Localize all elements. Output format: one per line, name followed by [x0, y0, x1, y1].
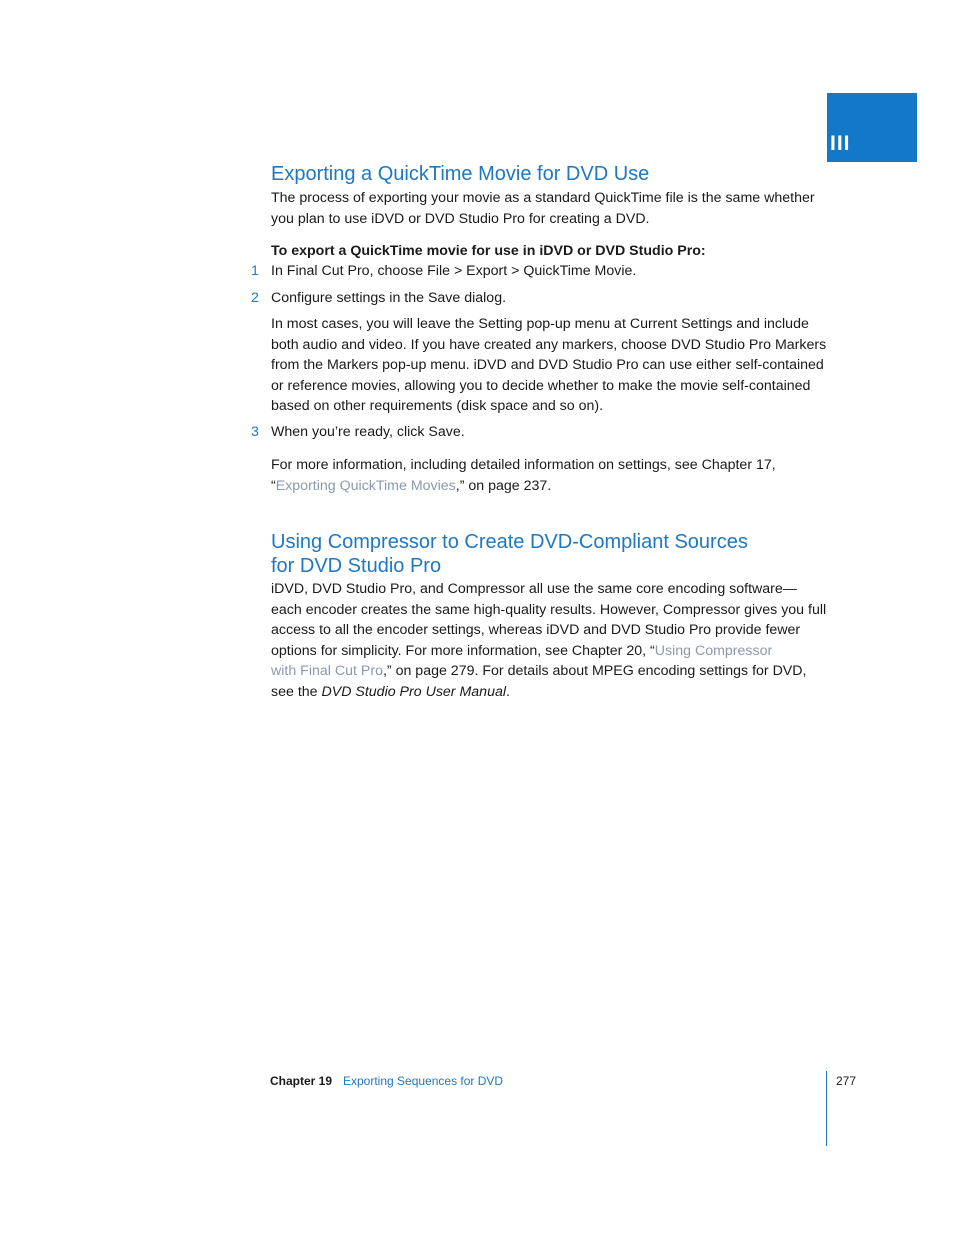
section1-intro-line1: The process of exporting your movie as a standard QuickTime file is the same whether — [271, 190, 815, 206]
step2-detail-line: In most cases, you will leave the Setting pop-up menu at Current Settings and include — [271, 316, 809, 332]
more-info-line1: For more information, including detailed information on settings, see Chapter 17, — [271, 457, 776, 473]
section1-intro-line2: you plan to use iDVD or DVD Studio Pro for creating a DVD. — [271, 210, 650, 227]
step-text-1: In Final Cut Pro, choose File > Export > QuickTime Movie. — [271, 263, 637, 279]
section2-body-line4: options for simplicity. For more information, see Chapter 20, “ — [271, 642, 655, 659]
step2-detail-line: from the Markers pop-up menu. iDVD and DVD Studio Pro can use either self-contained — [271, 357, 824, 373]
section2-body-line5: ,” on page 279. For details about MPEG encoding settings for DVD, — [382, 663, 807, 679]
step2-detail-line: or reference movies, allowing you to decide whether to make the movie self-contained — [271, 377, 811, 394]
step2-detail-line: based on other requirements (disk space and so on). — [271, 398, 604, 414]
footer-chapter-label: Chapter 19 — [270, 1074, 333, 1088]
section2-body — [271, 579, 831, 702]
step2-detail-line: both audio and video. If you have created any markers, choose DVD Studio Pro Markers — [271, 336, 827, 353]
step2-detail — [271, 314, 831, 417]
step-number-3: 3 — [251, 424, 259, 440]
section2-body-line2: each encoder creates the same high-quality results. However, Compressor gives you full — [271, 601, 827, 618]
section1-heading: Exporting a QuickTime Movie for DVD Use — [271, 163, 650, 185]
section2-body-period: . — [506, 683, 510, 700]
step-text-2: Configure settings in the Save dialog. — [271, 290, 507, 306]
section2-body-line3: access to all the encoder settings, whereas iDVD and DVD Studio Pro provide fewer — [271, 622, 801, 638]
chapter-tab-roman: III — [830, 132, 851, 155]
more-info-after: ,” on page 237. — [455, 477, 552, 494]
step-text-3: When you’re ready, click Save. — [271, 424, 465, 440]
footer-divider — [826, 1071, 827, 1146]
more-info-quote-open: “ — [271, 477, 276, 494]
footer-chapter-title[interactable]: Exporting Sequences for DVD — [343, 1074, 504, 1088]
step-number-2: 2 — [251, 290, 259, 306]
section2-heading-line1: Using Compressor to Create DVD-Compliant Sources — [271, 531, 748, 553]
exporting-quicktime-movies-link[interactable]: Exporting QuickTime Movies — [275, 477, 456, 494]
using-compressor-link-cont[interactable]: with Final Cut Pro — [271, 663, 383, 679]
section2-body-line6: see the — [271, 683, 322, 700]
section1-intro — [271, 188, 831, 229]
step-number-1: 1 — [251, 263, 259, 279]
more-info-paragraph — [271, 455, 831, 496]
dvd-studio-pro-manual-title: DVD Studio Pro User Manual — [321, 683, 506, 700]
footer-page-number: 277 — [836, 1074, 857, 1088]
section2-heading-line2: for DVD Studio Pro — [271, 555, 442, 577]
task-title: To export a QuickTime movie for use in iDVD or DVD Studio Pro: — [271, 243, 706, 259]
section2-body-line1: iDVD, DVD Studio Pro, and Compressor all use the same core encoding software— — [271, 581, 797, 597]
chapter-tab — [827, 93, 917, 162]
using-compressor-link[interactable]: Using Compressor — [654, 642, 773, 659]
section2-heading — [271, 530, 748, 578]
